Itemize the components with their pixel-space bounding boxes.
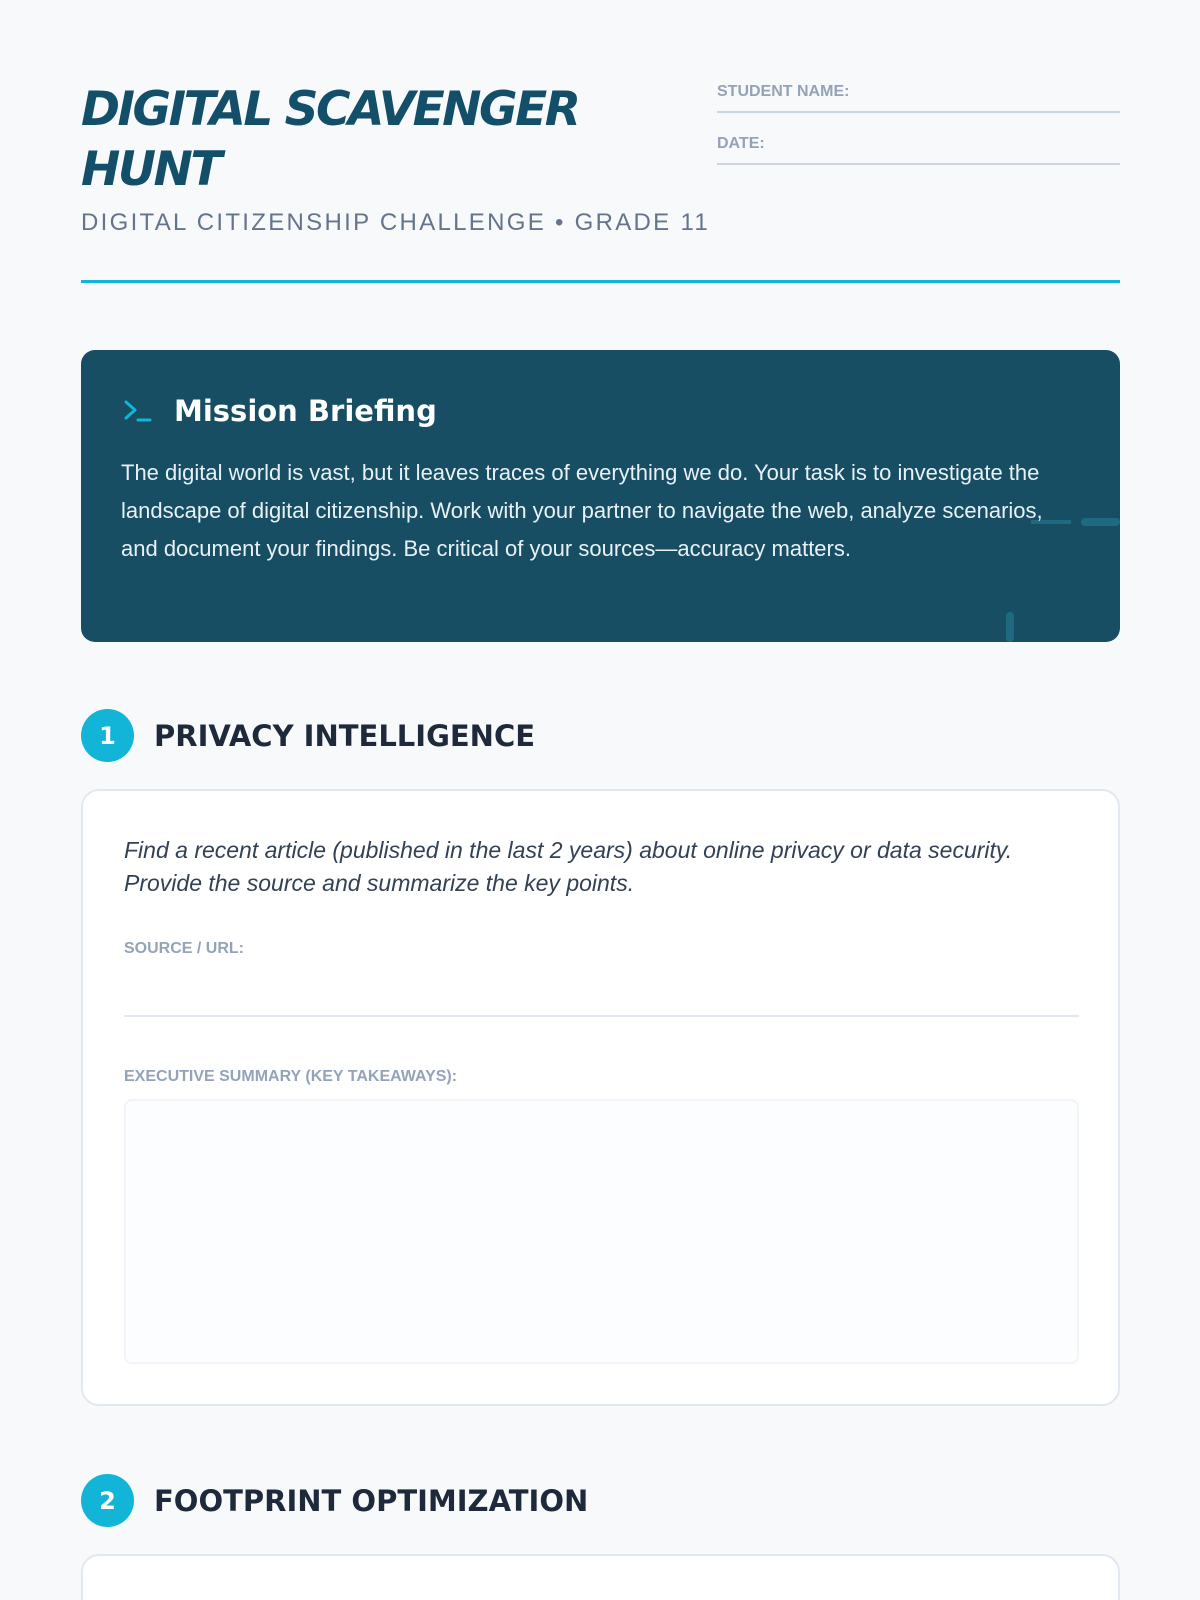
section-title: FOOTPRINT OPTIMIZATION	[154, 1483, 589, 1518]
source-url-label: SOURCE / URL:	[124, 940, 244, 957]
section-1-header	[81, 709, 535, 762]
student-name-label: STUDENT NAME:	[717, 83, 850, 100]
briefing-title: Mission Briefing	[174, 394, 437, 428]
date-field[interactable]	[717, 132, 1120, 165]
briefing-header	[122, 394, 437, 428]
circuit-decoration	[1081, 518, 1120, 526]
section-1-card	[81, 789, 1120, 1406]
page-title: DIGITAL SCAVENGER HUNT	[81, 82, 579, 197]
page-subtitle: DIGITAL CITIZENSHIP CHALLENGE • GRADE 11	[81, 209, 710, 236]
summary-label: EXECUTIVE SUMMARY (KEY TAKEAWAYS):	[124, 1068, 458, 1085]
student-name-field[interactable]	[717, 80, 1120, 113]
section-number-badge: 2	[81, 1474, 134, 1527]
section-2-card	[81, 1554, 1120, 1600]
task-prompt: Find a recent article (published in the last 2 years) about online privacy or data security. Provide the source and summarize the key points.	[124, 837, 1013, 896]
date-label: DATE:	[717, 135, 765, 152]
summary-textarea[interactable]	[124, 1099, 1079, 1364]
terminal-icon	[122, 396, 152, 426]
briefing-text: The digital world is vast, but it leaves traces of everything we do. Your task is to investigate the landscape of digital citizenship. Work with your partner to navigate the web, analyze scenarios, and document your findings. Be critical of your sources—accuracy matters.	[121, 460, 1043, 561]
source-url-input[interactable]	[124, 977, 1079, 1017]
section-2-header	[81, 1474, 588, 1527]
section-number-badge: 1	[81, 709, 134, 762]
circuit-decoration	[1006, 612, 1014, 642]
mission-briefing	[81, 350, 1120, 642]
student-info	[717, 80, 1120, 184]
worksheet-header	[81, 0, 1120, 283]
section-title: PRIVACY INTELLIGENCE	[154, 718, 536, 753]
worksheet-page	[81, 0, 1120, 1518]
